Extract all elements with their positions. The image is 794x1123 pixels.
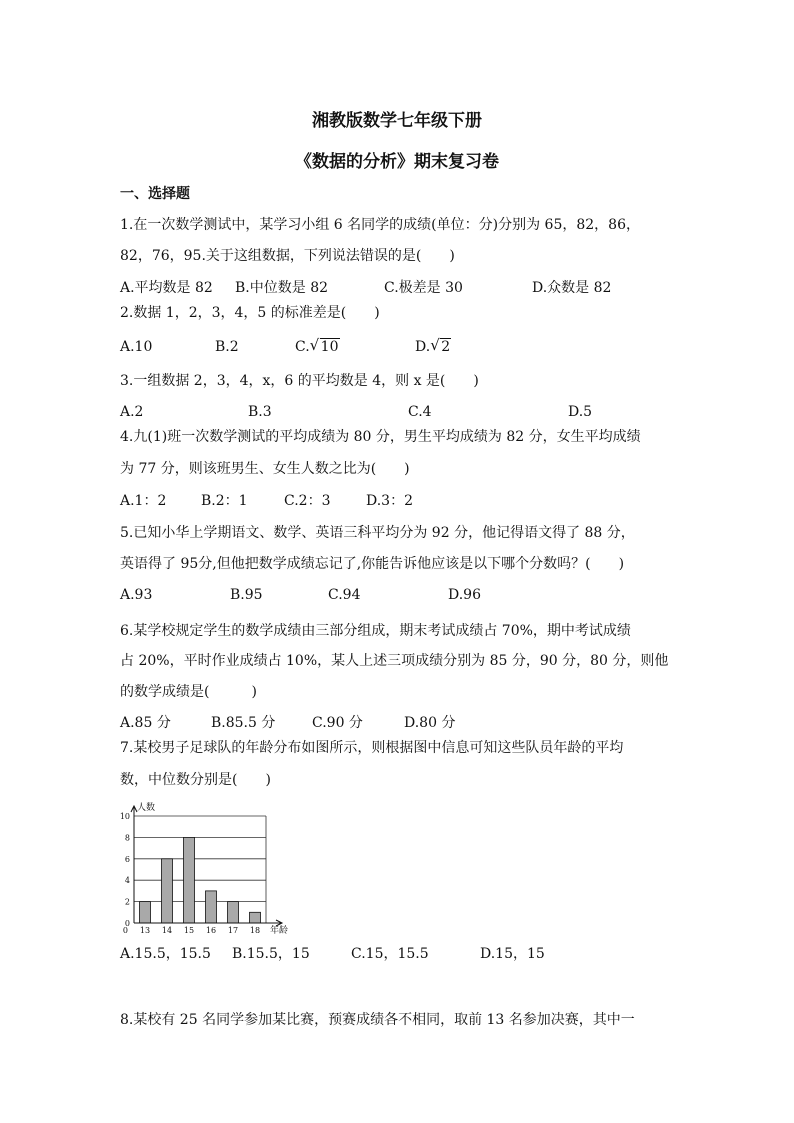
radicand: 10	[320, 339, 339, 355]
question-6-option-c: C.90 分	[312, 715, 363, 731]
bar	[140, 902, 151, 923]
question-6-option-a: A.85 分	[120, 715, 171, 731]
question-7-option-b: B.15.5，15	[232, 946, 310, 962]
x-axis-title: 年龄	[270, 926, 289, 936]
y-tick-label: 8	[124, 833, 130, 843]
question-1-option-b: B.中位数是 82	[235, 280, 329, 296]
question-1-stem: 1.在一次数学测试中，某学习小组 6 名同学的成绩(单位：分)分别为 65，82，86，	[120, 217, 640, 233]
radical-sign: √	[430, 336, 440, 354]
question-2-option-c	[295, 338, 340, 356]
bar	[206, 891, 217, 923]
question-3-option-b: B.3	[248, 404, 272, 420]
question-2-option-a: A.10	[120, 339, 153, 355]
x-tick-label: 18	[249, 926, 261, 935]
question-1-option-c: C.极差是 30	[384, 280, 463, 296]
y-axis-title: 人数	[137, 803, 156, 813]
question-4-stem: 4.九(1)班一次数学测试的平均成绩为 80 分，男生平均成绩为 82 分，女生平均成绩	[120, 429, 641, 445]
page-title: 湘教版数学七年级下册	[312, 111, 482, 131]
question-3-option-a: A.2	[120, 404, 144, 420]
radical-sign: √	[309, 336, 320, 354]
section-heading: 一、选择题	[120, 186, 190, 202]
x-tick-label: 15	[183, 926, 195, 935]
question-1-stem-cont: 82，76，95.关于这组数据，下列说法错误的是( )	[120, 248, 455, 264]
y-tick-label: 4	[124, 876, 130, 886]
question-3-option-c: C.4	[408, 404, 432, 420]
age-distribution-chart	[112, 796, 302, 936]
question-4-option-a: A.1：2	[120, 493, 167, 509]
question-3-option-d: D.5	[568, 404, 593, 420]
y-tick-label: 0	[124, 919, 130, 928]
x-tick-label: 13	[139, 926, 151, 935]
option-c-label: C.	[295, 339, 310, 355]
sqrt-10	[310, 338, 340, 356]
option-d-label: D.	[415, 339, 431, 355]
question-6-stem-cont: 占 20%，平时作业成绩占 10%，某人上述三项成绩分别为 85 分，90 分，80 分，则他	[120, 653, 669, 669]
question-6-option-d: D.80 分	[404, 715, 456, 731]
radicand: 2	[441, 339, 451, 355]
question-1-option-d: D.众数是 82	[532, 280, 612, 296]
question-2-option-d	[415, 338, 451, 356]
bar	[250, 912, 261, 923]
origin-label: 0	[122, 926, 128, 935]
x-tick-label: 16	[205, 926, 217, 935]
bar	[162, 859, 173, 923]
question-1-option-a: A.平均数是 82	[120, 280, 213, 296]
question-4-option-c: C.2：3	[284, 493, 331, 509]
question-5-stem-cont: 英语得了 95分,但他把数学成绩忘记了,你能告诉他应该是以下哪个分数吗？( )	[120, 556, 625, 572]
y-tick-label: 10	[119, 812, 130, 821]
question-4-option-d: D.3：2	[366, 493, 413, 509]
x-tick-label: 14	[161, 926, 173, 935]
question-5-option-d: D.96	[448, 587, 481, 603]
question-7-stem: 7.某校男子足球队的年龄分布如图所示，则根据图中信息可知这些队员年龄的平均	[120, 740, 624, 756]
bar	[228, 902, 239, 923]
sqrt-2	[430, 338, 451, 356]
question-6-stem: 6.某学校规定学生的数学成绩由三部分组成，期末考试成绩占 70%，期中考试成绩	[120, 623, 631, 639]
question-7-option-c: C.15，15.5	[351, 946, 429, 962]
question-5-stem: 5.已知小华上学期语文、数学、英语三科平均分为 92 分，他记得语文得了 88 分，	[120, 525, 635, 541]
bar	[184, 837, 195, 923]
question-6-option-b: B.85.5 分	[211, 715, 276, 731]
question-8-stem: 8.某校有 25 名同学参加某比赛，预赛成绩各不相同，取前 13 名参加决赛，其中一	[120, 1012, 635, 1028]
question-2-option-b: B.2	[215, 339, 239, 355]
question-7-stem-cont: 数，中位数分别是( )	[120, 772, 271, 788]
question-7-option-d: D.15，15	[480, 946, 545, 962]
question-4-stem-cont: 为 77 分，则该班男生、女生人数之比为( )	[120, 461, 410, 477]
question-3-stem: 3.一组数据 2，3，4，x，6 的平均数是 4，则 x 是( )	[120, 373, 479, 389]
y-tick-label: 2	[124, 897, 130, 907]
question-5-option-c: C.94	[328, 587, 361, 603]
question-2-stem: 2.数据 1，2，3，4，5 的标准差是( )	[120, 305, 380, 321]
question-4-option-b: B.2：1	[201, 493, 248, 509]
question-5-option-b: B.95	[230, 587, 263, 603]
question-7-option-a: A.15.5，15.5	[120, 946, 211, 962]
x-tick-label: 17	[227, 926, 239, 935]
question-6-stem-cont2: 的数学成绩是( )	[120, 684, 257, 700]
page-subtitle: 《数据的分析》期末复习卷	[295, 152, 499, 172]
question-5-option-a: A.93	[120, 587, 153, 603]
y-tick-label: 6	[124, 854, 130, 864]
